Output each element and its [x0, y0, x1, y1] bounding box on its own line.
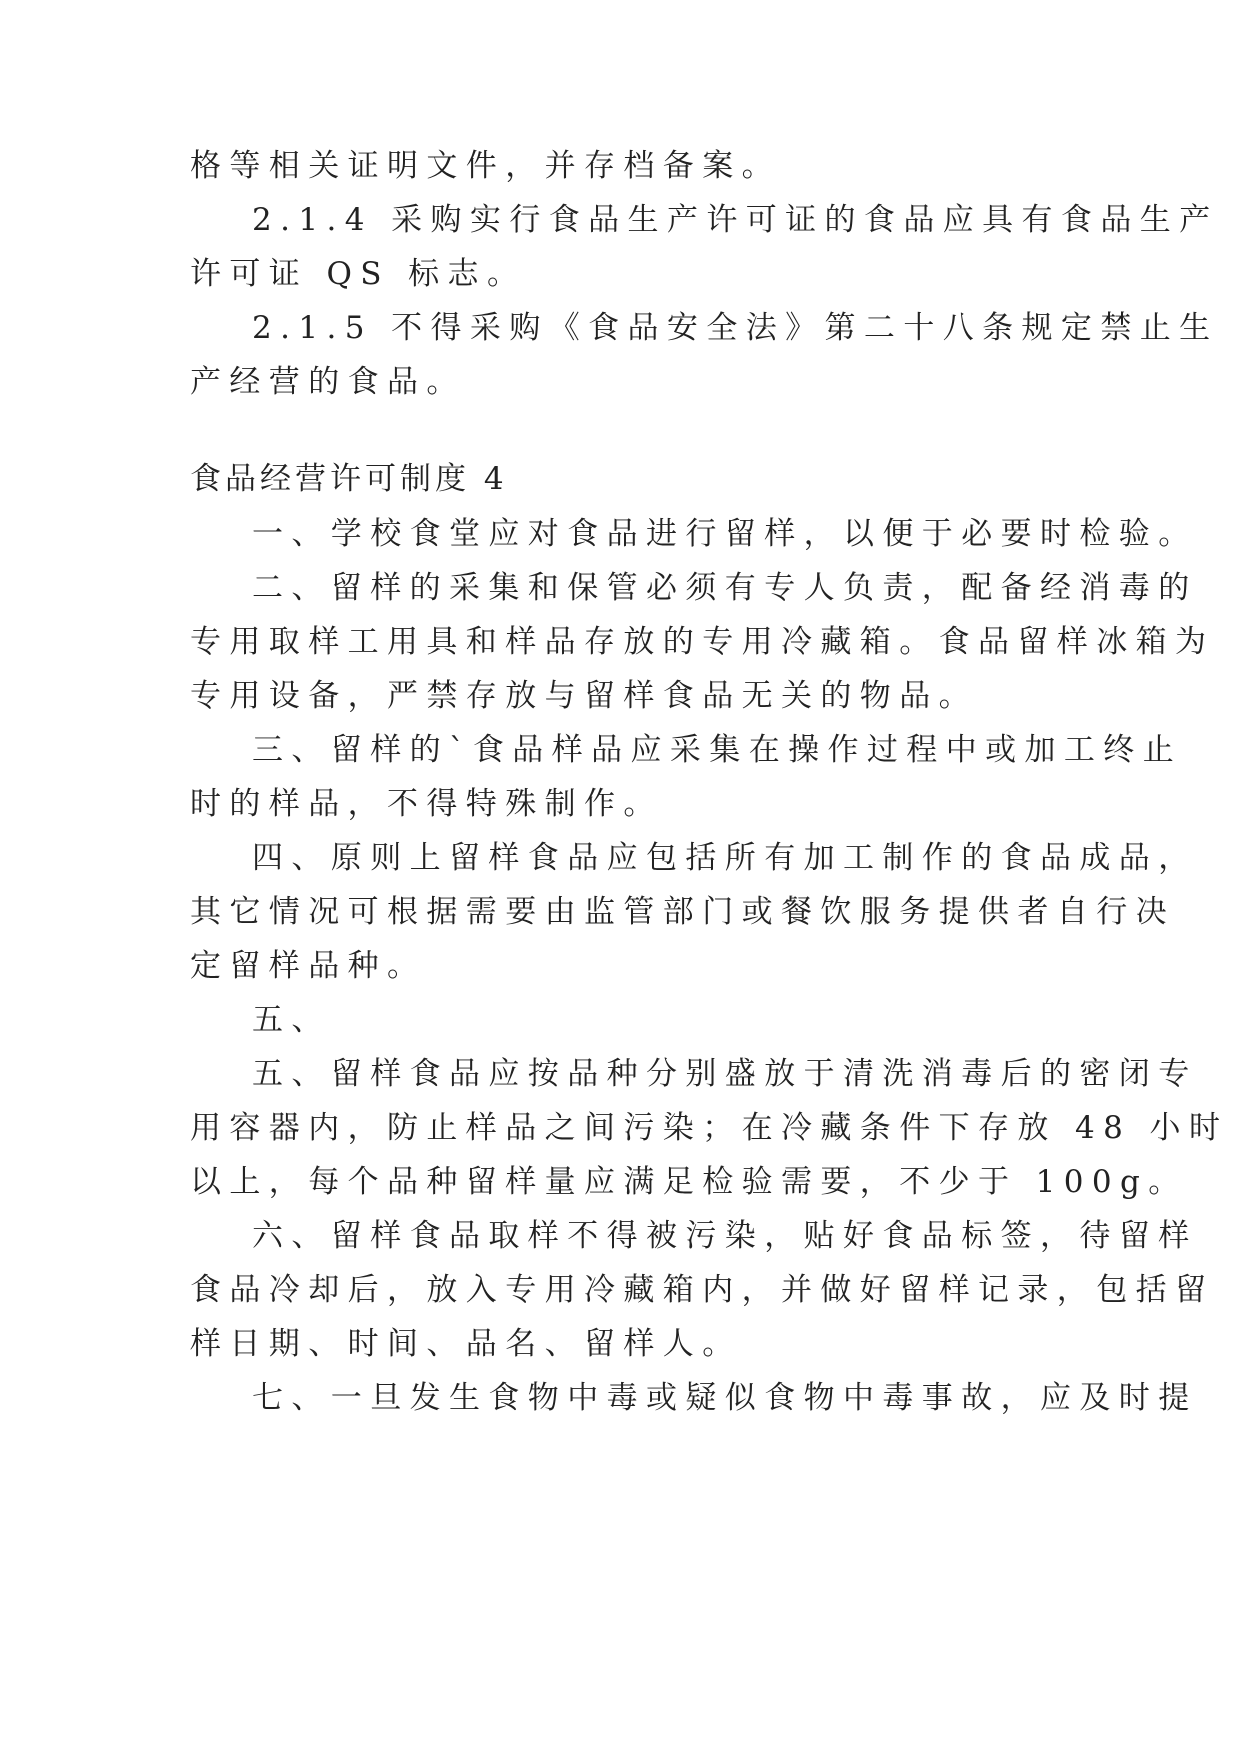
section-title: 食品经营许可制度 4	[190, 461, 508, 497]
text-line: 2.1.5 不得采购《食品安全法》第二十八条规定禁止生	[252, 310, 1219, 346]
text-line: 专用取样工用具和样品存放的专用冷藏箱。食品留样冰箱为	[190, 624, 1215, 660]
text-line: 六、留样食品取样不得被污染，贴好食品标签，待留样	[252, 1218, 1198, 1254]
text-line: 许可证 QS 标志。	[190, 256, 527, 292]
text-line: 一、学校食堂应对食品进行留样，以便于必要时检验。	[252, 516, 1198, 552]
text-line: 2.1.4 采购实行食品生产许可证的食品应具有食品生产	[252, 202, 1219, 238]
text-line: 专用设备，严禁存放与留样食品无关的物品。	[190, 678, 978, 714]
text-line: 定留样品种。	[190, 948, 427, 984]
text-line: 五、	[252, 1002, 331, 1038]
text-line: 时的样品，不得特殊制作。	[190, 786, 663, 822]
text-line: 用容器内，防止样品之间污染；在冷藏条件下存放 48 小时	[190, 1110, 1229, 1146]
text-line: 三、留样的`食品样品应采集在操作过程中或加工终止	[252, 732, 1183, 768]
text-line: 以上，每个品种留样量应满足检验需要，不少于 100g。	[190, 1164, 1188, 1200]
text-line: 二、留样的采集和保管必须有专人负责，配备经消毒的	[252, 570, 1198, 606]
text-line: 格等相关证明文件，并存档备案。	[190, 148, 781, 184]
text-line: 四、原则上留样食品应包括所有加工制作的食品成品，	[252, 840, 1198, 876]
text-line: 其它情况可根据需要由监管部门或餐饮服务提供者自行决	[190, 894, 1175, 930]
text-line: 七、一旦发生食物中毒或疑似食物中毒事故，应及时提	[252, 1380, 1198, 1416]
text-line: 产经营的食品。	[190, 364, 466, 400]
text-line: 食品冷却后，放入专用冷藏箱内，并做好留样记录，包括留	[190, 1272, 1215, 1308]
text-line: 五、留样食品应按品种分别盛放于清洗消毒后的密闭专	[252, 1056, 1198, 1092]
text-line: 样日期、时间、品名、留样人。	[190, 1326, 742, 1362]
